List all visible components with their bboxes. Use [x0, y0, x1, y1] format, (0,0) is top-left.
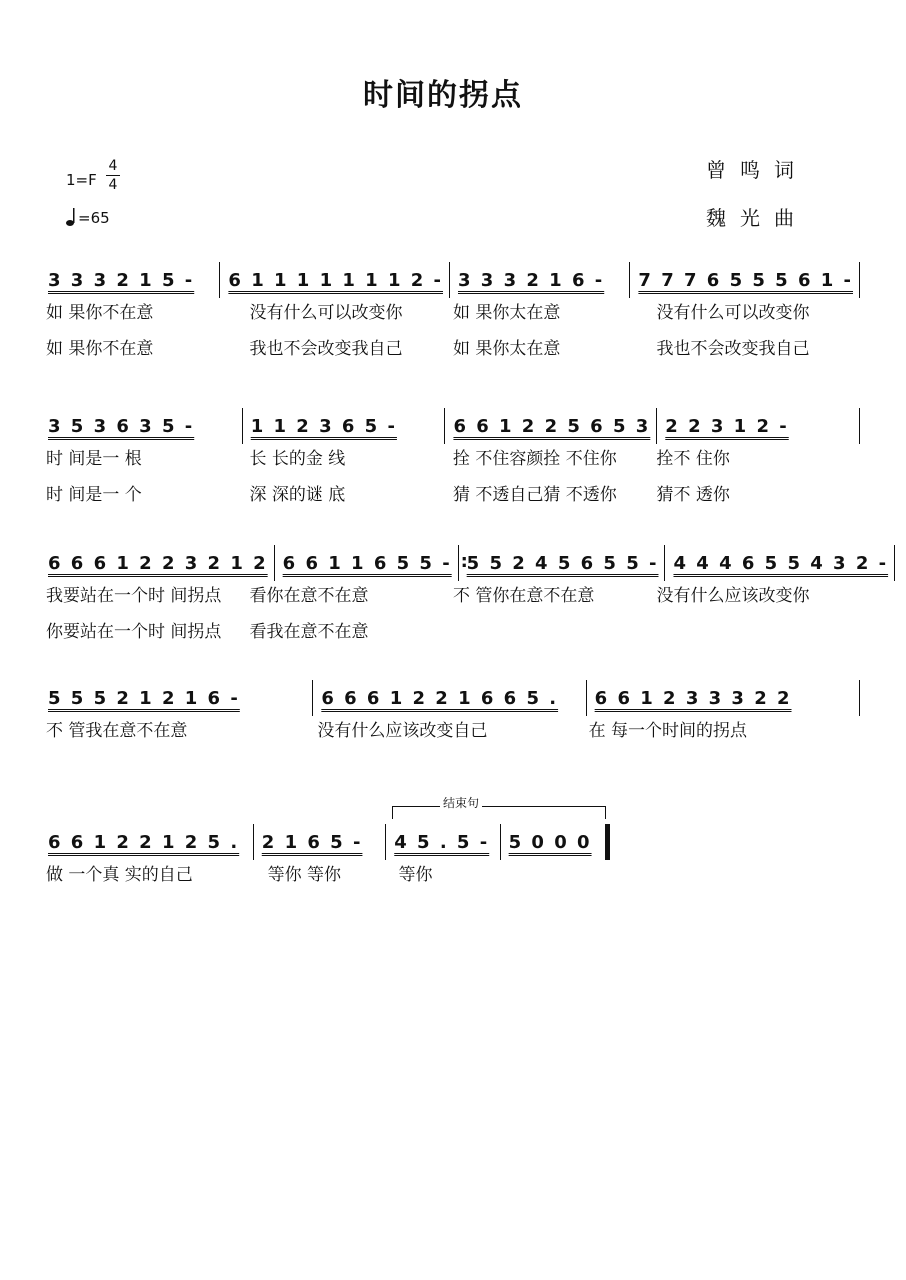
lyric-segment: 拴不 住你: [656, 449, 730, 469]
lyric-segment: 看我在意不在意: [249, 622, 369, 642]
lyric-segment: 长 长的金 线: [249, 449, 346, 469]
lyric-segment: 时 间是一 个: [46, 485, 142, 505]
measure: 3 5 3 6 3 5 -: [40, 408, 243, 444]
song-title: 时间的拐点: [363, 78, 523, 113]
lyric-line-1: [40, 716, 860, 746]
lyricist-credit: 曾鸣词: [706, 158, 808, 182]
staff: [40, 824, 610, 860]
tempo-value: =65: [78, 209, 110, 227]
lyric-line-1: [40, 860, 610, 890]
measure: 6 6 6 1 2 2 1 6 6 5 .: [313, 680, 586, 716]
measure: 2 2 3 1 2 -: [657, 408, 860, 444]
lyric-segment: 看你在意不在意: [249, 586, 369, 606]
lyric-segment: 没有什么可以改变你: [656, 303, 810, 323]
lyric-segment: 没有什么应该改变自己: [317, 721, 488, 741]
staff: [40, 408, 860, 444]
lyric-line-2: [40, 334, 860, 364]
lyric-segment: 深 深的谜 底: [249, 485, 346, 505]
staff: [40, 545, 889, 581]
measure: 2 1 6 5 -: [254, 824, 386, 860]
measure: 4 4 4 6 5 5 4 3 2 -: [665, 545, 895, 581]
lyric-line-1: [40, 581, 860, 611]
lyric-segment: 等你: [398, 865, 433, 885]
lyric-segment: 没有什么可以改变你: [249, 303, 403, 323]
score-system-2: [40, 408, 860, 510]
lyric-line-1: [40, 298, 860, 328]
lyric-segment: 不 管我在意不在意: [46, 721, 188, 741]
lyric-segment: [453, 617, 657, 647]
score-system-4: [40, 680, 860, 746]
measure: 3 3 3 2 1 6 -: [450, 262, 630, 298]
lyric-segment: 我也不会改变我自己: [249, 339, 403, 359]
lyric-segment: 如 果你不在意: [46, 303, 154, 323]
measure: 6 6 1 2 2 1 2 5 .: [40, 824, 254, 860]
lyric-segment: [657, 617, 861, 647]
quarter-note-icon: [66, 207, 76, 227]
time-signature: [106, 158, 120, 193]
lyric-segment: 时 间是一 根: [46, 449, 142, 469]
lyric-segment: 在 每一个时间的拐点: [588, 721, 748, 741]
lyric-segment: 拴 不住容颜拴 不住你: [453, 449, 617, 469]
lyric-line-1: [40, 444, 860, 474]
measure: 3 3 3 2 1 5 -: [40, 262, 220, 298]
lyric-segment: 如 果你太在意: [453, 339, 561, 359]
lyric-line-2: [40, 480, 860, 510]
measure: 6 6 1 1 6 5 5 -: [275, 545, 459, 581]
composer-credit: 魏光曲: [706, 206, 808, 230]
lyric-segment: 没有什么应该改变你: [656, 586, 810, 606]
time-signature-denominator: 4: [108, 177, 118, 193]
measure: 6 6 1 2 3 3 3 2 2: [587, 680, 860, 716]
measure: 1 1 2 3 6 5 -: [243, 408, 446, 444]
lyric-line-2: [40, 617, 860, 647]
lyric-segment: 你要站在一个时 间拐点: [46, 622, 222, 642]
measure: 6 6 1 2 2 5 6 5 3: [445, 408, 657, 444]
staff: [40, 680, 860, 716]
lyric-segment: 我也不会改变我自己: [656, 339, 810, 359]
lyric-segment: 猜不 透你: [656, 485, 730, 505]
staff: [40, 262, 860, 298]
lyric-segment: 等你 等你: [267, 865, 341, 885]
lyric-segment: 如 果你太在意: [453, 303, 561, 323]
lyric-segment: 不 管你在意不在意: [453, 586, 595, 606]
lyric-segment: [509, 860, 610, 890]
measure: 5 0 0 0: [501, 824, 610, 860]
time-signature-numerator: 4: [108, 158, 118, 174]
measure: 6 1 1 1 1 1 1 1 2 -: [220, 262, 450, 298]
measure: 7 7 7 6 5 5 5 6 1 -: [630, 262, 860, 298]
measure: 5 5 5 2 1 2 1 6 -: [40, 680, 313, 716]
score-system-5: [40, 824, 610, 890]
lyric-segment: 猜 不透自己猜 不透你: [453, 485, 617, 505]
lyric-segment: 如 果你不在意: [46, 339, 154, 359]
ending-bracket: [392, 806, 606, 819]
tempo-marking: [66, 207, 110, 227]
measure: : 5 5 2 4 5 6 5 5 -: [459, 545, 666, 581]
lyric-segment: 我要站在一个时 间拐点: [46, 586, 222, 606]
score-system-1: [40, 262, 860, 364]
measure: 6 6 6 1 2 2 3 2 1 2: [40, 545, 275, 581]
score-system-3: [40, 545, 889, 647]
measure: 4 5 . 5 -: [386, 824, 500, 860]
ending-label: 结束句: [440, 794, 482, 811]
lyric-segment: 做 一个真 实的自己: [46, 865, 193, 885]
key-signature: 1=F: [66, 171, 97, 189]
